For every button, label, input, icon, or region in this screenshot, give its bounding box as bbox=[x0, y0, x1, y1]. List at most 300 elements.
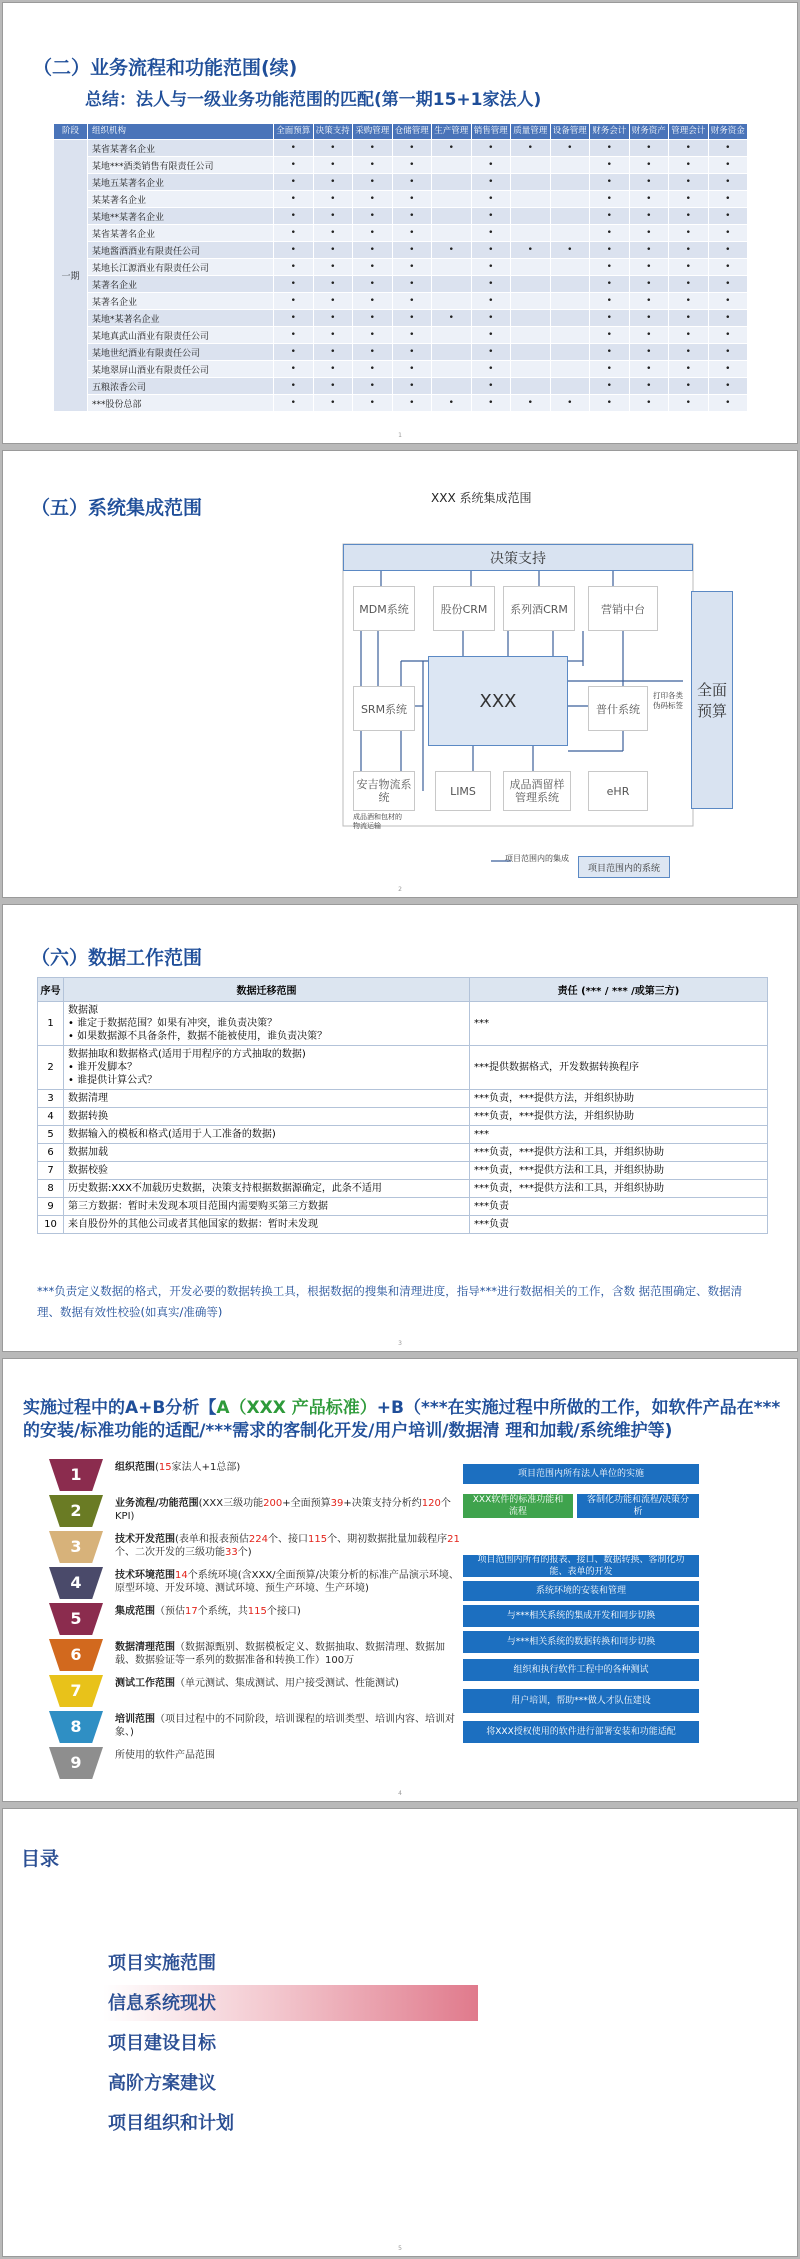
mark-cell: • bbox=[353, 344, 393, 361]
col-func: 全面预算 bbox=[274, 124, 314, 140]
col-func: 采购管理 bbox=[353, 124, 393, 140]
row-no: 6 bbox=[38, 1144, 64, 1162]
step-number: 9 bbox=[70, 1753, 82, 1772]
step-text: 集成范围（预估17个系统，共115个接口) bbox=[115, 1606, 301, 1617]
mark-cell: • bbox=[629, 157, 669, 174]
mark-cell: • bbox=[590, 344, 630, 361]
mark-cell: • bbox=[708, 140, 748, 157]
data-scope-table bbox=[37, 977, 768, 1234]
mark-cell: • bbox=[629, 225, 669, 242]
mark-cell bbox=[550, 310, 590, 327]
mark-cell: • bbox=[669, 140, 709, 157]
col-func: 财务会计 bbox=[590, 124, 630, 140]
mark-cell: • bbox=[432, 310, 472, 327]
row-resp: ***负责，***提供方法，并组织协助 bbox=[470, 1090, 768, 1108]
mark-cell: • bbox=[550, 140, 590, 157]
budget-box: 全面 预算 bbox=[691, 591, 733, 809]
table-row bbox=[54, 208, 748, 225]
mark-cell: • bbox=[669, 276, 709, 293]
mark-cell: • bbox=[313, 310, 353, 327]
mark-cell bbox=[550, 327, 590, 344]
toc-title: 目录 bbox=[21, 1848, 60, 1870]
mark-cell: • bbox=[550, 242, 590, 259]
col-func: 财务资产 bbox=[629, 124, 669, 140]
mark-cell: • bbox=[590, 395, 630, 412]
table-row bbox=[38, 1162, 768, 1180]
mark-cell bbox=[511, 259, 551, 276]
mark-cell: • bbox=[669, 259, 709, 276]
mark-cell: • bbox=[708, 191, 748, 208]
slide-system-integration bbox=[2, 450, 798, 898]
series-crm-box: 系列酒CRM bbox=[503, 586, 575, 631]
step-marker bbox=[49, 1459, 103, 1491]
mark-cell: • bbox=[708, 208, 748, 225]
slide-toc bbox=[2, 1808, 798, 2257]
mark-cell bbox=[511, 208, 551, 225]
slide-subtitle: 总结：法人与一级业务功能范围的匹配(第一期15+1家法人) bbox=[85, 90, 542, 110]
mark-cell: • bbox=[353, 225, 393, 242]
mark-cell: • bbox=[471, 157, 511, 174]
step-number: 1 bbox=[70, 1465, 82, 1484]
diagram-title: XXX 系统集成范围 bbox=[431, 491, 532, 505]
table-row bbox=[54, 174, 748, 191]
org-cell: 某地五某著名企业 bbox=[88, 174, 274, 191]
mark-cell: • bbox=[708, 174, 748, 191]
phase-cell: 一期 bbox=[54, 140, 88, 412]
scope-box: 客制化功能和流程/决策分析 bbox=[577, 1494, 699, 1518]
toc-item[interactable]: 信息系统现状 bbox=[108, 1993, 216, 2014]
row-scope: 数据抽取和数据格式(适用于用程序的方式抽取的数据) • 谁开发脚本？ • 谁提供计算公式？ bbox=[64, 1046, 470, 1090]
scope-box: 与***相关系统的集成开发和同步切换 bbox=[463, 1605, 699, 1627]
mark-cell: • bbox=[629, 174, 669, 191]
table-row bbox=[54, 157, 748, 174]
mark-cell: • bbox=[274, 242, 314, 259]
mark-cell: • bbox=[669, 378, 709, 395]
mark-cell: • bbox=[471, 242, 511, 259]
ehr-box: eHR bbox=[588, 771, 648, 811]
sample-box: 成品酒留样 管理系统 bbox=[503, 771, 571, 811]
scope-box: 与***相关系统的数据转换和同步切换 bbox=[463, 1631, 699, 1653]
step-text: 业务流程/功能范围(XXX三级功能200+全面预算39+决策支持分析约120个KPI) bbox=[115, 1498, 451, 1522]
page-number: 5 bbox=[398, 2245, 402, 2252]
mark-cell: • bbox=[274, 378, 314, 395]
mark-cell bbox=[432, 327, 472, 344]
mark-cell: • bbox=[313, 242, 353, 259]
org-cell: 某地长江源酒业有限责任公司 bbox=[88, 259, 274, 276]
stock-crm-box: 股份CRM bbox=[433, 586, 495, 631]
mark-cell bbox=[511, 361, 551, 378]
mark-cell bbox=[511, 327, 551, 344]
mark-cell: • bbox=[313, 327, 353, 344]
step-marker bbox=[49, 1495, 103, 1527]
mark-cell: • bbox=[590, 378, 630, 395]
col-func: 决策支持 bbox=[313, 124, 353, 140]
mark-cell: • bbox=[708, 259, 748, 276]
scope-box: XXX软件的标准功能和流程 bbox=[463, 1494, 573, 1518]
table-row bbox=[54, 191, 748, 208]
mark-cell: • bbox=[353, 140, 393, 157]
col-func: 销售管理 bbox=[471, 124, 511, 140]
page-number: 1 bbox=[398, 432, 402, 439]
org-cell: 某著名企业 bbox=[88, 293, 274, 310]
mark-cell bbox=[550, 191, 590, 208]
mark-cell: • bbox=[629, 327, 669, 344]
step-text: 所使用的软件产品范围 bbox=[115, 1750, 215, 1761]
row-resp: ***负责，***提供方法和工具，并组织协助 bbox=[470, 1162, 768, 1180]
title-part-green: A（XXX 产品标准） bbox=[216, 1398, 377, 1418]
mark-cell: • bbox=[629, 140, 669, 157]
mark-cell: • bbox=[392, 310, 432, 327]
row-no: 3 bbox=[38, 1090, 64, 1108]
toc-item[interactable]: 高阶方案建议 bbox=[108, 2073, 216, 2094]
mark-cell: • bbox=[669, 395, 709, 412]
mark-cell: • bbox=[313, 378, 353, 395]
mark-cell: • bbox=[274, 191, 314, 208]
row-no: 1 bbox=[38, 1002, 64, 1046]
title-part-a: 实施过程中的A+B分析【 bbox=[23, 1398, 217, 1418]
mark-cell: • bbox=[629, 395, 669, 412]
mark-cell: • bbox=[471, 378, 511, 395]
mark-cell bbox=[511, 344, 551, 361]
row-scope: 数据转换 bbox=[64, 1108, 470, 1126]
mark-cell: • bbox=[353, 310, 393, 327]
mark-cell: • bbox=[669, 174, 709, 191]
col-func: 管理会计 bbox=[669, 124, 709, 140]
table-row bbox=[54, 140, 748, 157]
step-marker bbox=[49, 1531, 103, 1563]
step-text: 测试工作范围（单元测试、集成测试、用户接受测试、性能测试) bbox=[115, 1678, 399, 1689]
step-text: 技术环境范围14个系统环境(含XXX/全面预算/决策分析的标准产品演示环境、原型环境、开发环境、测试环境、预生产环境、生产环境) bbox=[115, 1570, 459, 1594]
row-resp: *** bbox=[470, 1126, 768, 1144]
mark-cell bbox=[432, 378, 472, 395]
org-cell: 某某著名企业 bbox=[88, 191, 274, 208]
mark-cell: • bbox=[629, 361, 669, 378]
page-number: 3 bbox=[398, 1340, 402, 1347]
mark-cell: • bbox=[669, 344, 709, 361]
mark-cell bbox=[511, 276, 551, 293]
mark-cell: • bbox=[392, 140, 432, 157]
row-scope: 历史数据:XXX不加载历史数据，决策支持根据数据源确定，此条不适用 bbox=[64, 1180, 470, 1198]
mark-cell: • bbox=[392, 276, 432, 293]
print-label-note: 打印各类 伪码标签 bbox=[653, 691, 683, 710]
step-marker bbox=[49, 1747, 103, 1779]
org-cell: 某地**某著名企业 bbox=[88, 208, 274, 225]
step-number: 2 bbox=[70, 1501, 82, 1520]
mark-cell: • bbox=[313, 208, 353, 225]
mark-cell: • bbox=[471, 361, 511, 378]
table-row bbox=[38, 1090, 768, 1108]
mark-cell: • bbox=[590, 191, 630, 208]
mdm-box: MDM系统 bbox=[353, 586, 415, 631]
mark-cell: • bbox=[392, 259, 432, 276]
mark-cell: • bbox=[629, 378, 669, 395]
slide-title: （二）业务流程和功能范围(续) bbox=[33, 57, 298, 79]
mark-cell: • bbox=[313, 259, 353, 276]
mark-cell: • bbox=[274, 259, 314, 276]
data-note: ***负责定义数据的格式，开发必要的数据转换工具，根据数据的搜集和清理进度，指导***进行数据相关的工作，含数 据范围确定、数据清理、数据有效性校验(如真实/准确等) bbox=[37, 1284, 743, 1319]
mark-cell: • bbox=[392, 361, 432, 378]
mark-cell: • bbox=[313, 225, 353, 242]
mark-cell: • bbox=[708, 157, 748, 174]
mark-cell: • bbox=[353, 327, 393, 344]
mark-cell: • bbox=[708, 344, 748, 361]
table-row bbox=[54, 242, 748, 259]
toc-item[interactable]: 项目实施范围 bbox=[108, 1953, 216, 1974]
mark-cell: • bbox=[708, 378, 748, 395]
org-cell: 某省某著名企业 bbox=[88, 140, 274, 157]
mark-cell: • bbox=[353, 276, 393, 293]
mark-cell: • bbox=[274, 344, 314, 361]
scope-matrix-table bbox=[53, 123, 748, 412]
mark-cell: • bbox=[708, 242, 748, 259]
org-cell: 五粮浓香公司 bbox=[88, 378, 274, 395]
mark-cell: • bbox=[629, 259, 669, 276]
row-scope: 数据校验 bbox=[64, 1162, 470, 1180]
mark-cell: • bbox=[471, 140, 511, 157]
mark-cell bbox=[511, 293, 551, 310]
table-row bbox=[54, 276, 748, 293]
col-func: 质量管理 bbox=[511, 124, 551, 140]
mark-cell: • bbox=[392, 191, 432, 208]
mark-cell: • bbox=[274, 140, 314, 157]
mark-cell: • bbox=[669, 310, 709, 327]
scope-box: 项目范围内所有的报表、接口、数据转换、客制化功能、表单的开发 bbox=[463, 1555, 699, 1577]
mark-cell bbox=[432, 157, 472, 174]
mark-cell: • bbox=[590, 361, 630, 378]
mark-cell: • bbox=[392, 293, 432, 310]
lims-box: LIMS bbox=[435, 771, 491, 811]
mark-cell: • bbox=[629, 191, 669, 208]
mark-cell: • bbox=[629, 344, 669, 361]
mark-cell: • bbox=[313, 191, 353, 208]
table-row bbox=[38, 1126, 768, 1144]
mark-cell: • bbox=[708, 361, 748, 378]
step-number: 8 bbox=[70, 1717, 82, 1736]
mark-cell: • bbox=[708, 395, 748, 412]
mark-cell: • bbox=[313, 361, 353, 378]
org-cell: ***股份总部 bbox=[88, 395, 274, 412]
mark-cell: • bbox=[471, 395, 511, 412]
legend-box: 项目范围内的系统 bbox=[578, 856, 670, 878]
mark-cell bbox=[550, 276, 590, 293]
mark-cell bbox=[432, 276, 472, 293]
step-text: 培训范围（项目过程中的不同阶段，培训课程的培训类型、培训内容、培训对象、) bbox=[115, 1714, 455, 1738]
mark-cell: • bbox=[708, 293, 748, 310]
mark-cell bbox=[511, 157, 551, 174]
table-row bbox=[38, 1046, 768, 1090]
mark-cell: • bbox=[274, 157, 314, 174]
mark-cell bbox=[432, 361, 472, 378]
mark-cell bbox=[550, 259, 590, 276]
step-number: 3 bbox=[70, 1537, 82, 1556]
step-number: 4 bbox=[70, 1573, 82, 1592]
table-row bbox=[54, 293, 748, 310]
mark-cell: • bbox=[708, 327, 748, 344]
step-marker bbox=[49, 1603, 103, 1635]
row-scope: 数据输入的模板和格式(适用于人工准备的数据) bbox=[64, 1126, 470, 1144]
mark-cell bbox=[432, 225, 472, 242]
row-scope: 数据加载 bbox=[64, 1144, 470, 1162]
mark-cell: • bbox=[471, 191, 511, 208]
mark-cell: • bbox=[274, 174, 314, 191]
row-no: 8 bbox=[38, 1180, 64, 1198]
toc-item[interactable]: 项目组织和计划 bbox=[108, 2113, 234, 2134]
step-marker bbox=[49, 1639, 103, 1671]
mark-cell: • bbox=[353, 259, 393, 276]
mark-cell: • bbox=[590, 293, 630, 310]
row-no: 4 bbox=[38, 1108, 64, 1126]
org-cell: 某地世纪酒业有限责任公司 bbox=[88, 344, 274, 361]
step-number: 7 bbox=[70, 1681, 82, 1700]
org-cell: 某地酱酒酒业有限责任公司 bbox=[88, 242, 274, 259]
page-number: 2 bbox=[398, 886, 402, 893]
mark-cell: • bbox=[274, 276, 314, 293]
mark-cell: • bbox=[471, 344, 511, 361]
mark-cell: • bbox=[353, 378, 393, 395]
row-resp: ***负责，***提供方法，并组织协助 bbox=[470, 1108, 768, 1126]
mark-cell: • bbox=[590, 327, 630, 344]
mark-cell: • bbox=[392, 327, 432, 344]
row-no: 2 bbox=[38, 1046, 64, 1090]
mark-cell: • bbox=[274, 327, 314, 344]
table-row bbox=[54, 361, 748, 378]
page-number: 4 bbox=[398, 1790, 402, 1797]
mark-cell: • bbox=[274, 395, 314, 412]
mark-cell: • bbox=[432, 140, 472, 157]
mark-cell: • bbox=[669, 208, 709, 225]
mark-cell: • bbox=[669, 327, 709, 344]
mark-cell: • bbox=[550, 395, 590, 412]
mark-cell bbox=[432, 191, 472, 208]
row-resp: ***负责，***提供方法和工具，并组织协助 bbox=[470, 1180, 768, 1198]
scope-box: 组织和执行软件工程中的各种测试 bbox=[463, 1659, 699, 1681]
mark-cell: • bbox=[590, 276, 630, 293]
table-row bbox=[38, 1002, 768, 1046]
mark-cell: • bbox=[432, 395, 472, 412]
mark-cell: • bbox=[353, 191, 393, 208]
mark-cell bbox=[550, 361, 590, 378]
mark-cell bbox=[432, 174, 472, 191]
logistics-note: 成品酒和包材的 物流运输 bbox=[353, 813, 402, 830]
mark-cell: • bbox=[471, 310, 511, 327]
slide-title: （五）系统集成范围 bbox=[31, 497, 203, 519]
mark-cell: • bbox=[392, 242, 432, 259]
mark-cell: • bbox=[669, 242, 709, 259]
mark-cell bbox=[432, 259, 472, 276]
mark-cell: • bbox=[313, 174, 353, 191]
mark-cell: • bbox=[313, 140, 353, 157]
slide-data-scope bbox=[2, 904, 798, 1352]
row-scope: 第三方数据：暂时未发现本项目范围内需要购买第三方数据 bbox=[64, 1198, 470, 1216]
mark-cell: • bbox=[313, 344, 353, 361]
mark-cell: • bbox=[353, 157, 393, 174]
mark-cell: • bbox=[590, 310, 630, 327]
slide-title: （六）数据工作范围 bbox=[31, 947, 203, 969]
step-number: 5 bbox=[70, 1609, 82, 1628]
col-no: 序号 bbox=[38, 978, 64, 1002]
mark-cell: • bbox=[471, 259, 511, 276]
mark-cell: • bbox=[669, 293, 709, 310]
step-marker bbox=[49, 1567, 103, 1599]
mark-cell bbox=[511, 310, 551, 327]
mark-cell: • bbox=[313, 276, 353, 293]
row-no: 5 bbox=[38, 1126, 64, 1144]
row-no: 10 bbox=[38, 1216, 64, 1234]
mark-cell: • bbox=[353, 361, 393, 378]
mark-cell: • bbox=[708, 310, 748, 327]
org-cell: 某地真武山酒业有限责任公司 bbox=[88, 327, 274, 344]
col-func: 仓储管理 bbox=[392, 124, 432, 140]
step-text: 数据清理范围（数据源甄别、数据模板定义、数据抽取、数据清理、数据加载、数据验证等一系列的数据准备和转换工作）100万 bbox=[115, 1642, 445, 1666]
mark-cell: • bbox=[471, 225, 511, 242]
mark-cell: • bbox=[511, 140, 551, 157]
mark-cell: • bbox=[629, 276, 669, 293]
mark-cell: • bbox=[629, 310, 669, 327]
mark-cell bbox=[511, 191, 551, 208]
mark-cell: • bbox=[590, 259, 630, 276]
table-row bbox=[54, 378, 748, 395]
org-cell: 某著名企业 bbox=[88, 276, 274, 293]
srm-box: SRM系统 bbox=[353, 686, 415, 731]
mark-cell: • bbox=[392, 395, 432, 412]
mark-cell: • bbox=[590, 157, 630, 174]
mark-cell: • bbox=[353, 174, 393, 191]
mark-cell: • bbox=[274, 208, 314, 225]
mark-cell: • bbox=[471, 293, 511, 310]
row-resp: ***提供数据格式，开发数据转换程序 bbox=[470, 1046, 768, 1090]
marketing-box: 营销中台 bbox=[588, 586, 658, 631]
scope-box: 将XXX授权使用的软件进行部署安装和功能适配 bbox=[463, 1721, 699, 1743]
toc-item[interactable]: 项目建设目标 bbox=[108, 2033, 216, 2054]
mark-cell bbox=[550, 378, 590, 395]
row-scope: 数据清理 bbox=[64, 1090, 470, 1108]
step-marker bbox=[49, 1675, 103, 1707]
row-resp: ***负责 bbox=[470, 1198, 768, 1216]
org-cell: 某省某著名企业 bbox=[88, 225, 274, 242]
legend-line-label: 项目范围内的集成 bbox=[505, 854, 569, 863]
pushi-box: 普什系统 bbox=[588, 686, 648, 731]
mark-cell: • bbox=[313, 157, 353, 174]
table-row bbox=[54, 259, 748, 276]
col-phase: 阶段 bbox=[54, 124, 88, 140]
mark-cell: • bbox=[669, 191, 709, 208]
mark-cell bbox=[550, 293, 590, 310]
xxx-core-box: XXX bbox=[428, 656, 568, 746]
mark-cell bbox=[550, 174, 590, 191]
table-row bbox=[54, 225, 748, 242]
mark-cell: • bbox=[590, 225, 630, 242]
table-row bbox=[54, 327, 748, 344]
mark-cell: • bbox=[590, 140, 630, 157]
mark-cell: • bbox=[353, 395, 393, 412]
mark-cell: • bbox=[471, 327, 511, 344]
col-resp: 责任 (*** / *** /或第三方) bbox=[470, 978, 768, 1002]
anji-box: 安吉物流系 统 bbox=[353, 771, 415, 811]
mark-cell bbox=[511, 225, 551, 242]
col-org: 组织机构 bbox=[88, 124, 274, 140]
col-func: 财务资金 bbox=[708, 124, 748, 140]
row-no: 9 bbox=[38, 1198, 64, 1216]
row-scope: 来自股份外的其他公司或者其他国家的数据：暂时未发现 bbox=[64, 1216, 470, 1234]
mark-cell bbox=[550, 157, 590, 174]
table-row bbox=[38, 1108, 768, 1126]
mark-cell: • bbox=[669, 157, 709, 174]
mark-cell: • bbox=[669, 225, 709, 242]
row-scope: 数据源 • 谁定于数据范围？如果有冲突，谁负责决策？ • 如果数据源不具备条件，数据不能被使用，谁负责决策？ bbox=[64, 1002, 470, 1046]
table-row bbox=[38, 1216, 768, 1234]
mark-cell: • bbox=[669, 361, 709, 378]
mark-cell: • bbox=[511, 242, 551, 259]
